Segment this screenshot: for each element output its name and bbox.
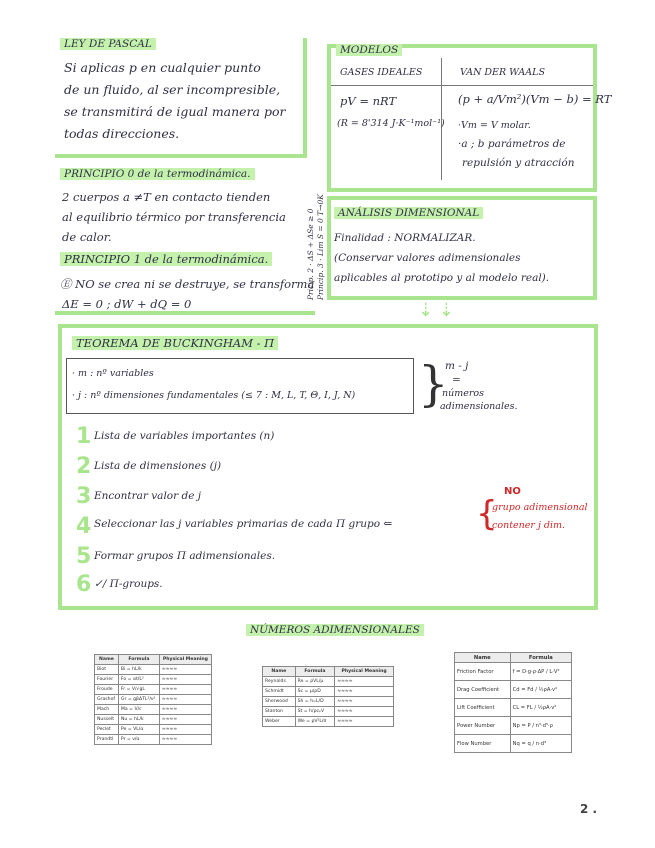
table-cell: ≈≈≈≈	[159, 735, 211, 745]
buckingham-j: · j : nº dimensiones fundamentales (≤ 7 : M, L, T, Θ, I, J, N)	[72, 390, 356, 401]
modelos-col1: GASES IDEALES	[340, 67, 423, 78]
table-cell: Cd = Fd / ½ρA·v²	[510, 681, 571, 699]
principio1-line-1: Ⓔ NO se crea ni se destruye, se transforma	[60, 277, 315, 291]
table-cell: St = h/ρcₚV	[295, 707, 335, 717]
table-row	[455, 699, 572, 717]
table-cell: Nq = q / n·d³	[510, 735, 571, 753]
modelos-divider-h	[331, 85, 593, 86]
table-cell: Power Number	[455, 717, 511, 735]
table-cell: Lift Coefficient	[455, 699, 511, 717]
table-header	[95, 655, 212, 665]
side-text-2: Princip. 3 · Lim S = 0 T→0K	[316, 194, 325, 300]
analisis-line-2: (Conservar valores adimensionales	[334, 252, 521, 264]
table-header-cell: Name	[263, 667, 296, 677]
table-cell: Mach	[95, 705, 119, 715]
pascal-line-2: de un fluido, al ser incompresible,	[64, 82, 281, 97]
dimensionless-table-1	[94, 654, 212, 745]
table-row	[455, 735, 572, 753]
table-row	[95, 705, 212, 715]
table-row	[263, 717, 394, 727]
table-header-cell: Name	[455, 653, 511, 663]
table-header-cell: Name	[95, 655, 119, 665]
dimensionless-table-3	[454, 652, 572, 753]
table-header-cell: Physical Meaning	[335, 667, 394, 677]
step-2-text: Lista de dimensiones (j)	[94, 460, 222, 472]
modelos-vm: ·Vm = V molar.	[458, 120, 531, 131]
step-3-text: Encontrar valor de j	[94, 490, 202, 502]
page-number: 2 .	[580, 802, 598, 816]
modelos-ab1: ·a ; b parámetros de	[458, 138, 566, 150]
table-row	[95, 665, 212, 675]
modelos-ab2: repulsión y atracción	[462, 157, 575, 169]
table-row	[95, 685, 212, 695]
principio0-line-2: al equilibrio térmico por transferencia	[62, 210, 286, 224]
table-cell: Fo = αt/L²	[118, 675, 159, 685]
table-row	[95, 715, 212, 725]
table-cell: ≈≈≈≈	[335, 687, 394, 697]
principio0-line-1: 2 cuerpos a ≠T en contacto tienden	[62, 190, 271, 204]
step-1-text: Lista de variables importantes (n)	[94, 430, 275, 442]
step-2-number: 2	[76, 454, 92, 479]
table-cell: ≈≈≈≈	[159, 675, 211, 685]
table-cell: Flow Number	[455, 735, 511, 753]
principio0-title: PRINCIPIO 0 de la termodinámica.	[60, 168, 255, 180]
connector-arrows: ⇣ ⇣	[418, 300, 454, 321]
buckingham-inner-box	[66, 358, 414, 414]
table-row	[95, 695, 212, 705]
table-cell: ≈≈≈≈	[335, 707, 394, 717]
table-cell: Peclet	[95, 725, 119, 735]
table-header-cell: Formula	[295, 667, 335, 677]
side-text-1: Pricip. 2 · ΔS + ΔSe ≥ 0	[306, 208, 315, 300]
table-cell: CL = FL / ½ρA·v²	[510, 699, 571, 717]
table-cell: Nu = hL/k	[118, 715, 159, 725]
step-4-number: 4	[76, 514, 92, 539]
buckingham-title: TEOREMA DE BUCKINGHAM - Π	[72, 336, 278, 350]
no-brace: {	[476, 494, 498, 534]
table-cell: Drag Coefficient	[455, 681, 511, 699]
analisis-line-1: Finalidad : NORMALIZAR.	[334, 232, 476, 244]
table-row	[95, 675, 212, 685]
table-cell: Re = ρVL/μ	[295, 677, 335, 687]
step-1-number: 1	[76, 424, 92, 449]
table-row	[263, 697, 394, 707]
brace-text-3: números	[442, 388, 485, 399]
table-cell: We = ρV²L/σ	[295, 717, 335, 727]
step-5-number: 5	[76, 544, 92, 569]
step-4-text: Seleccionar las j variables primarias de cada Π grupo ⇐	[94, 518, 393, 530]
modelos-eq1: pV = nRT	[340, 94, 397, 108]
table-row	[455, 663, 572, 681]
table-row	[263, 707, 394, 717]
analisis-line-3: aplicables al prototipo y al modelo real).	[334, 272, 550, 284]
modelos-eq2: (p + a/Vm²)(Vm − b) = RT	[458, 92, 612, 106]
table-cell: Nusselt	[95, 715, 119, 725]
table-cell: Reynolds	[263, 677, 296, 687]
table-cell: Fr = V/√gL	[118, 685, 159, 695]
modelos-eq1b: (R = 8'314 J·K⁻¹mol⁻¹)	[337, 118, 445, 129]
buckingham-m: · m : nº variables	[72, 368, 154, 379]
table-header-cell: Physical Meaning	[159, 655, 211, 665]
dimensionless-table-2	[262, 666, 394, 727]
table-cell: Gr = gβΔTL³/ν²	[118, 695, 159, 705]
brace-text-4: adimensionales.	[440, 401, 518, 412]
step-3-number: 3	[76, 484, 92, 509]
table-cell: Stanton	[263, 707, 296, 717]
table-cell: Ma = V/c	[118, 705, 159, 715]
modelos-title: MODELOS	[336, 44, 402, 56]
step-6-text: ✓/ Π-groups.	[94, 578, 163, 590]
no-title: NO	[504, 486, 521, 497]
pascal-line-4: todas direcciones.	[64, 126, 180, 141]
no-line-2: · contener j dim.	[486, 520, 566, 531]
table-cell: Schmidt	[263, 687, 296, 697]
buckingham-brace: }	[418, 356, 449, 412]
table-cell: ≈≈≈≈	[159, 705, 211, 715]
table-cell: Sherwood	[263, 697, 296, 707]
analisis-title: ANÁLISIS DIMENSIONAL	[334, 207, 483, 219]
table-row	[455, 681, 572, 699]
brace-text-1: m - j	[445, 360, 469, 372]
table-cell: Biot	[95, 665, 119, 675]
table-cell: Np = P / n³·d⁵·ρ	[510, 717, 571, 735]
table-header	[455, 653, 572, 663]
principio1-title: PRINCIPIO 1 de la termodinámica.	[60, 252, 272, 266]
table-cell: f = D·g·ρ·ΔP / L·V²	[510, 663, 571, 681]
table-cell: Fourier	[95, 675, 119, 685]
modelos-col2: VAN DER WAALS	[460, 67, 545, 78]
step-5-text: Formar grupos Π adimensionales.	[94, 550, 276, 562]
numeros-title: NÚMEROS ADIMENSIONALES	[246, 624, 424, 636]
table-cell: Sc = μ/ρD	[295, 687, 335, 697]
table-cell: ≈≈≈≈	[335, 697, 394, 707]
brace-text-2: =	[452, 374, 461, 386]
table-cell: Froude	[95, 685, 119, 695]
table-row	[95, 735, 212, 745]
principio0-line-3: de calor.	[62, 230, 112, 244]
table-row	[263, 687, 394, 697]
table-cell: Bi = hL/k	[118, 665, 159, 675]
principio1-line-2: ΔE = 0 ; dW + dQ = 0	[62, 297, 192, 311]
side-text-block	[306, 194, 325, 300]
table-cell: ≈≈≈≈	[159, 725, 211, 735]
step-6-number: 6	[76, 572, 92, 597]
table-cell: Prandtl	[95, 735, 119, 745]
table-row	[95, 725, 212, 735]
table-cell: Sh = hₘL/D	[295, 697, 335, 707]
table-cell: Friction Factor	[455, 663, 511, 681]
no-line-1: · grupo adimensional	[486, 502, 588, 513]
table-cell: ≈≈≈≈	[335, 677, 394, 687]
table-cell: Pr = ν/α	[118, 735, 159, 745]
pascal-line-3: se transmitirá de igual manera por	[64, 104, 286, 119]
table-cell: ≈≈≈≈	[159, 695, 211, 705]
table-cell: ≈≈≈≈	[159, 715, 211, 725]
table-header-cell: Formula	[510, 653, 571, 663]
table-row	[263, 677, 394, 687]
table-cell: ≈≈≈≈	[335, 717, 394, 727]
table-row	[455, 717, 572, 735]
pascal-title: LEY DE PASCAL	[60, 38, 156, 50]
table-cell: ≈≈≈≈	[159, 665, 211, 675]
table-cell: Weber	[263, 717, 296, 727]
table-cell: Pe = VL/α	[118, 725, 159, 735]
table-header-cell: Formula	[118, 655, 159, 665]
table-cell: Grashof	[95, 695, 119, 705]
principio1-underline	[55, 311, 315, 315]
pascal-line-1: Si aplicas p en cualquier punto	[64, 60, 261, 75]
table-header	[263, 667, 394, 677]
table-cell: ≈≈≈≈	[159, 685, 211, 695]
